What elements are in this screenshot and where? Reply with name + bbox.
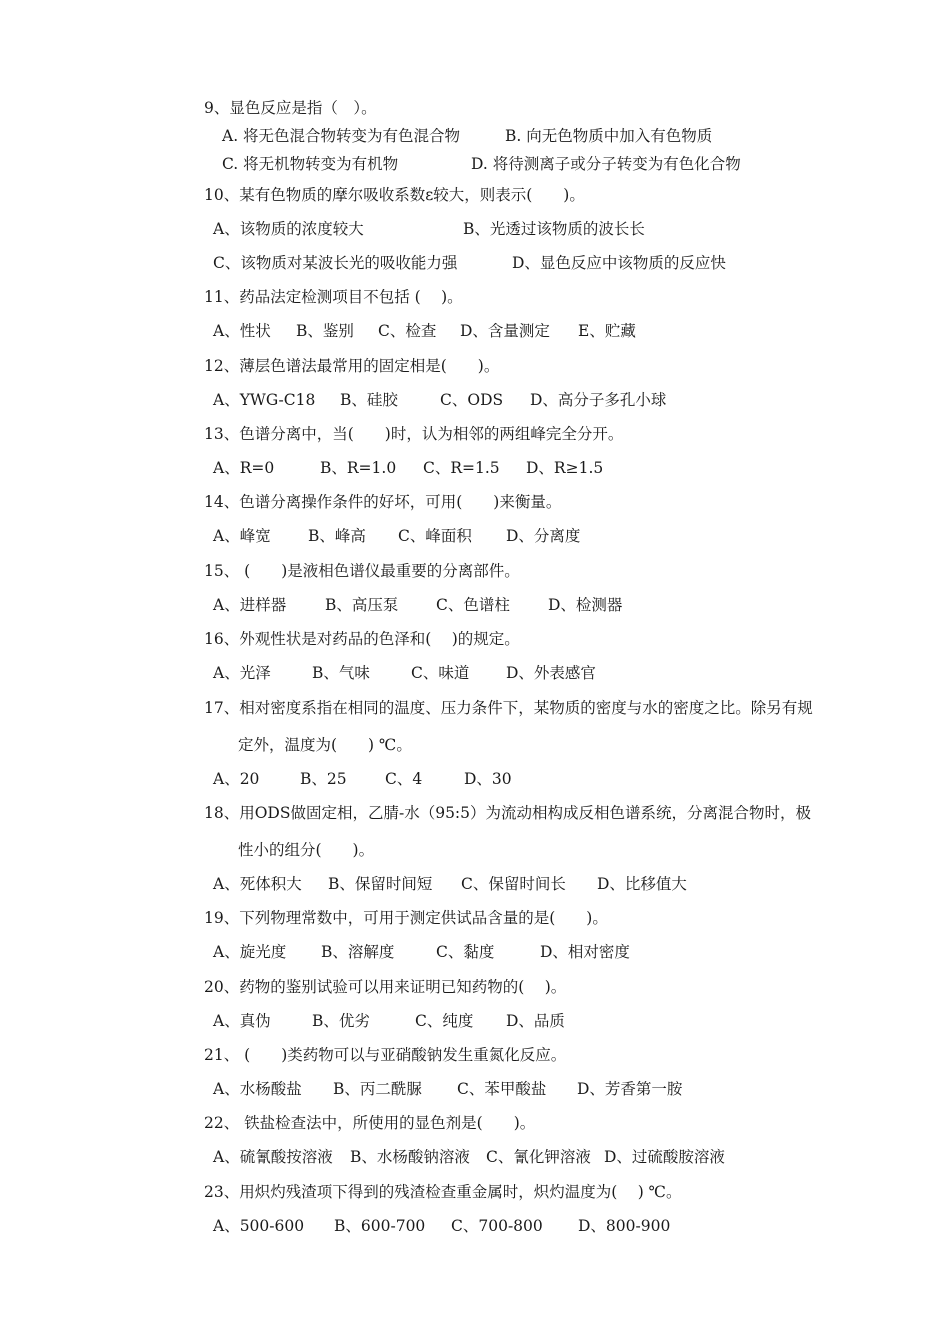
option-c: C、苯甲酸盐 <box>457 1080 547 1098</box>
option-d: D、检测器 <box>548 596 623 614</box>
option-c: C、纯度 <box>415 1012 474 1030</box>
option-c: C、700-800 <box>451 1217 543 1235</box>
question-18-continued: 性小的组分( )。 <box>238 841 375 859</box>
question-22: 22、 铁盐检查法中，所使用的显色剂是( )。 <box>204 1114 536 1132</box>
option-a: A、YWG-C18 <box>213 391 316 409</box>
option-d: D、800-900 <box>578 1217 671 1235</box>
option-b: B、水杨酸钠溶液 <box>350 1148 470 1166</box>
option-c: C. 将无机物转变为有机物 <box>222 155 399 173</box>
option-c: C、4 <box>385 770 423 788</box>
question-20: 20、药物的鉴别试验可以用来证明已知药物的( )。 <box>204 978 567 996</box>
option-a: A. 将无色混合物转变为有色混合物 <box>222 127 461 145</box>
option-a: A、水杨酸盐 <box>213 1080 302 1098</box>
option-b: B、600-700 <box>334 1217 426 1235</box>
option-a: A、500-600 <box>213 1217 305 1235</box>
question-12: 12、薄层色谱法最常用的固定相是( )。 <box>204 357 500 375</box>
option-c: C、该物质对某波长光的吸收能力强 <box>213 254 458 272</box>
question-14: 14、色谱分离操作条件的好坏，可用( )来衡量。 <box>204 493 562 511</box>
option-a: A、峰宽 <box>213 527 271 545</box>
option-a: A、性状 <box>213 322 271 340</box>
option-b: B、保留时间短 <box>328 875 433 893</box>
option-d: D、分离度 <box>506 527 581 545</box>
option-d: D、显色反应中该物质的反应快 <box>512 254 726 272</box>
option-b: B、优劣 <box>312 1012 370 1030</box>
option-a: A、光泽 <box>213 664 271 682</box>
option-c: C、味道 <box>411 664 470 682</box>
question-17-continued: 定外，温度为( ) ℃。 <box>238 736 412 754</box>
option-a: A、硫氰酸按溶液 <box>213 1148 333 1166</box>
option-a: A、进样器 <box>213 596 287 614</box>
option-c: C、氰化钾溶液 <box>486 1148 591 1166</box>
question-21: 21、 ( )类药物可以与亚硝酸钠发生重氮化反应。 <box>204 1046 567 1064</box>
option-d: D、含量测定 <box>460 322 550 340</box>
option-b: B、气味 <box>312 664 370 682</box>
option-d: D、比移值大 <box>597 875 687 893</box>
option-b: B、硅胶 <box>340 391 398 409</box>
option-c: C、黏度 <box>436 943 495 961</box>
question-18: 18、用ODS做固定相，乙腈-水（95:5）为流动相构成反相色谱系统，分离混合物时，极 <box>204 804 812 822</box>
option-d: D、高分子多孔小球 <box>530 391 667 409</box>
option-a: A、20 <box>213 770 260 788</box>
option-d: D、芳香第一胺 <box>577 1080 683 1098</box>
question-11: 11、药品法定检测项目不包括 ( )。 <box>204 288 463 306</box>
option-d: D、R≥1.5 <box>526 459 604 477</box>
question-23: 23、用炽灼残渣项下得到的残渣检查重金属时，炽灼温度为( ) ℃。 <box>204 1183 682 1201</box>
option-b: B、峰高 <box>308 527 366 545</box>
option-c: C、ODS <box>440 391 504 409</box>
option-d: D、相对密度 <box>540 943 630 961</box>
option-a: A、真伪 <box>213 1012 271 1030</box>
option-a: A、旋光度 <box>213 943 287 961</box>
option-b: B、丙二酰脲 <box>333 1080 422 1098</box>
option-c: C、峰面积 <box>398 527 472 545</box>
question-10: 10、某有色物质的摩尔吸收系数ε较大，则表示( )。 <box>204 186 585 204</box>
option-d: D、30 <box>464 770 512 788</box>
option-b: B、R=1.0 <box>320 459 397 477</box>
option-b: B、25 <box>300 770 347 788</box>
option-b: B、溶解度 <box>321 943 395 961</box>
option-b: B. 向无色物质中加入有色物质 <box>505 127 713 145</box>
option-a: A、死体积大 <box>213 875 302 893</box>
option-c: C、保留时间长 <box>461 875 566 893</box>
option-a: A、该物质的浓度较大 <box>213 220 364 238</box>
option-c: C、检查 <box>378 322 437 340</box>
option-d: D. 将待测离子或分子转变为有色化合物 <box>471 155 741 173</box>
option-c: C、R=1.5 <box>423 459 500 477</box>
question-15: 15、 ( )是液相色谱仪最重要的分离部件。 <box>204 562 520 580</box>
option-d: D、品质 <box>506 1012 565 1030</box>
option-d: D、过硫酸胺溶液 <box>604 1148 725 1166</box>
option-d: D、外表感官 <box>506 664 596 682</box>
option-b: B、鉴别 <box>296 322 354 340</box>
option-a: A、R=0 <box>213 459 275 477</box>
option-c: C、色谱柱 <box>436 596 510 614</box>
option-b: B、光透过该物质的波长长 <box>463 220 645 238</box>
question-17: 17、相对密度系指在相同的温度、压力条件下，某物质的密度与水的密度之比。除另有规 <box>204 699 813 717</box>
question-13: 13、色谱分离中，当( )时，认为相邻的两组峰完全分开。 <box>204 425 624 443</box>
option-e: E、贮藏 <box>578 322 636 340</box>
option-b: B、高压泵 <box>325 596 399 614</box>
question-16: 16、外观性状是对药品的色泽和( )的规定。 <box>204 630 520 648</box>
question-19: 19、下列物理常数中，可用于测定供试品含量的是( )。 <box>204 909 608 927</box>
question-9: 9、显色反应是指（ ）。 <box>204 99 377 117</box>
